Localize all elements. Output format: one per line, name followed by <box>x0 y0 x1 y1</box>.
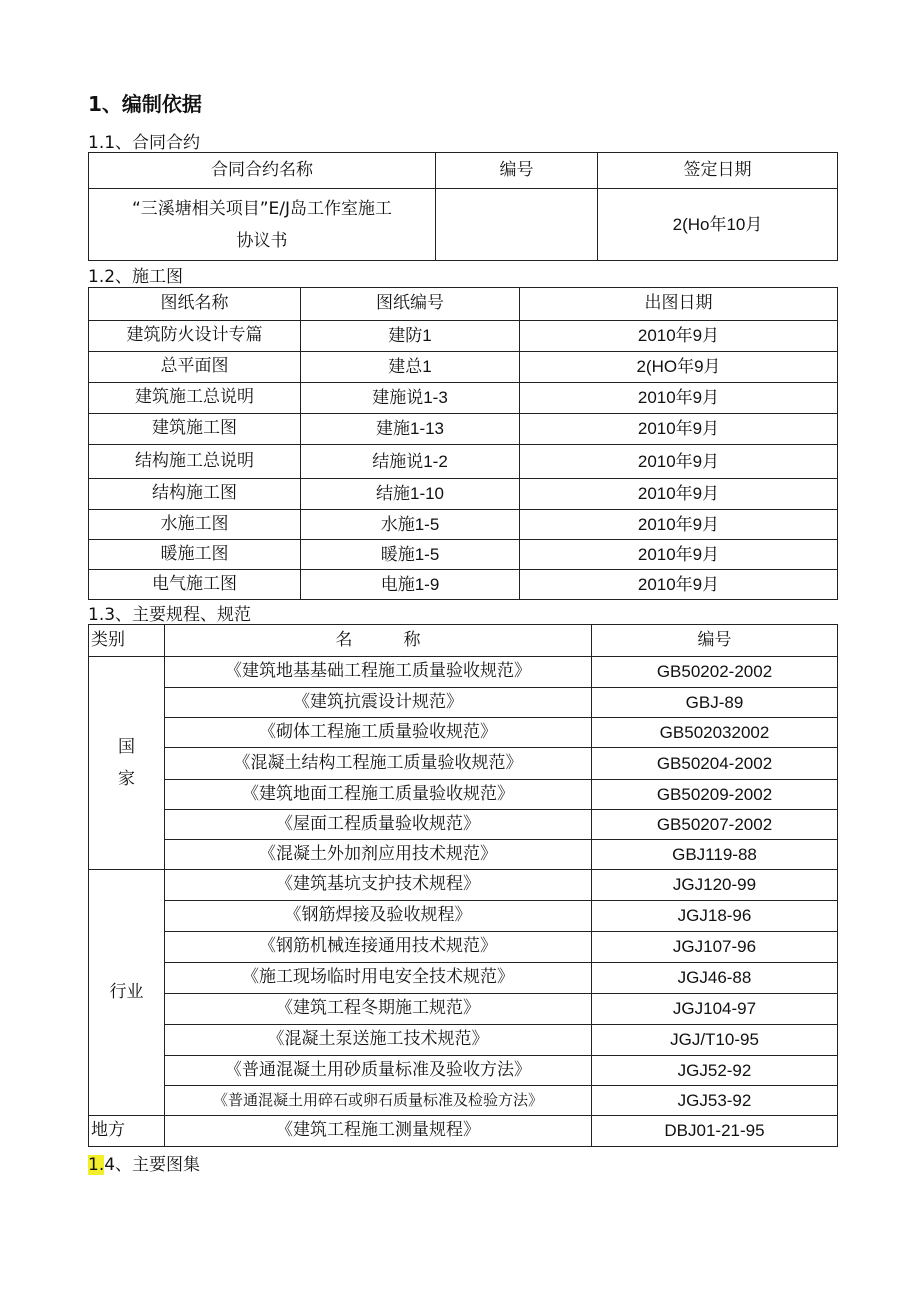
table-row <box>89 688 838 718</box>
table-row <box>89 1116 838 1147</box>
column-header: 编号 <box>592 625 838 657</box>
standard-code: JGJ120-99 <box>592 870 838 901</box>
column-header: 名 称 <box>165 625 592 657</box>
category-industry: 行业 <box>89 870 165 1116</box>
standard-name: 《砌体工程施工质量验收规范》 <box>165 718 592 748</box>
contract-table <box>88 152 838 261</box>
drawing-date: 2010年9月 <box>520 540 838 570</box>
drawings-heading: 1.2、施工图 <box>88 267 184 287</box>
standard-code: GB50207-2002 <box>592 810 838 840</box>
drawing-code: 建施1-13 <box>301 414 520 445</box>
drawing-date: 2010年9月 <box>520 321 838 352</box>
table-row <box>89 657 838 688</box>
drawing-name: 建筑施工总说明 <box>89 383 301 414</box>
table-row <box>89 870 838 901</box>
standard-code: JGJ18-96 <box>592 901 838 932</box>
drawings-table <box>88 287 838 600</box>
standard-code: GB502032002 <box>592 718 838 748</box>
drawing-date: 2010年9月 <box>520 479 838 510</box>
column-header: 图纸名称 <box>89 288 301 321</box>
standard-code: GB50202-2002 <box>592 657 838 688</box>
section-title: 1、编制依据 <box>88 92 202 116</box>
standard-name: 《建筑抗震设计规范》 <box>165 688 592 718</box>
standard-name: 《建筑工程冬期施工规范》 <box>165 994 592 1025</box>
standard-name: 《建筑地基基础工程施工质量验收规范》 <box>165 657 592 688</box>
drawing-code: 建施说1-3 <box>301 383 520 414</box>
drawing-name: 暖施工图 <box>89 540 301 570</box>
drawing-code: 水施1-5 <box>301 510 520 540</box>
table-row <box>89 1086 838 1116</box>
table-row <box>89 810 838 840</box>
drawing-code: 结施1-10 <box>301 479 520 510</box>
table-row <box>89 963 838 994</box>
standard-code: GBJ119-88 <box>592 840 838 870</box>
column-header: 图纸编号 <box>301 288 520 321</box>
drawing-name: 结构施工总说明 <box>89 445 301 479</box>
standard-code: GB50204-2002 <box>592 748 838 780</box>
drawing-date: 2010年9月 <box>520 570 838 600</box>
drawing-code: 暖施1-5 <box>301 540 520 570</box>
standard-name: 《屋面工程质量验收规范》 <box>165 810 592 840</box>
highlight-mark: 1. <box>88 1155 105 1175</box>
standard-code: JGJ104-97 <box>592 994 838 1025</box>
standard-code: JGJ107-96 <box>592 932 838 963</box>
drawing-name: 电气施工图 <box>89 570 301 600</box>
column-header: 签定日期 <box>598 153 838 189</box>
drawing-name: 结构施工图 <box>89 479 301 510</box>
contract-name-cell <box>89 189 436 261</box>
table-row <box>89 189 838 261</box>
standard-code: JGJ/T10-95 <box>592 1025 838 1056</box>
category-label: 国 <box>118 737 135 757</box>
table-row <box>89 840 838 870</box>
standards-heading: 1.3、主要规程、规范 <box>88 605 252 625</box>
table-row <box>89 1056 838 1086</box>
drawing-date: 2010年9月 <box>520 510 838 540</box>
drawing-name: 建筑防火设计专篇 <box>89 321 301 352</box>
table-row <box>89 1025 838 1056</box>
standard-name: 《建筑基坑支护技术规程》 <box>165 870 592 901</box>
standard-name: 《建筑地面工程施工质量验收规范》 <box>165 780 592 810</box>
table-row <box>89 994 838 1025</box>
standard-name: 《混凝土结构工程施工质量验收规范》 <box>165 748 592 780</box>
category-national <box>89 657 165 870</box>
column-header: 合同合约名称 <box>89 153 436 189</box>
drawing-code: 电施1-9 <box>301 570 520 600</box>
standard-code: JGJ52-92 <box>592 1056 838 1086</box>
atlas-heading-text: 4、主要图集 <box>104 1155 201 1175</box>
contract-heading: 1.1、合同合约 <box>88 133 201 153</box>
standard-name: 《建筑工程施工测量规程》 <box>165 1116 592 1147</box>
drawing-date: 2010年9月 <box>520 414 838 445</box>
table-row <box>89 718 838 748</box>
table-row <box>89 570 838 600</box>
table-row <box>89 901 838 932</box>
table-row <box>89 414 838 445</box>
column-header: 类别 <box>89 625 165 657</box>
column-header: 编号 <box>436 153 598 189</box>
standard-name: 《普通混凝土用砂质量标准及验收方法》 <box>165 1056 592 1086</box>
standard-name: 《混凝土泵送施工技术规范》 <box>165 1025 592 1056</box>
table-row <box>89 383 838 414</box>
standard-code: DBJ01-21-95 <box>592 1116 838 1147</box>
contract-name-line: “三溪塘相关项目”E/J岛工作室施工 <box>131 198 393 219</box>
category-label: 家 <box>118 769 135 789</box>
standard-name: 《普通混凝土用碎石或卵石质量标准及检验方法》 <box>165 1086 592 1116</box>
standard-name: 《混凝土外加剂应用技术规范》 <box>165 840 592 870</box>
table-header-row <box>89 625 838 657</box>
contract-number-cell <box>436 189 598 261</box>
standard-code: JGJ46-88 <box>592 963 838 994</box>
standard-name: 《施工现场临时用电安全技术规范》 <box>165 963 592 994</box>
contract-date-cell: 2(Ho年10月 <box>598 189 838 261</box>
table-row <box>89 748 838 780</box>
standard-code: GB50209-2002 <box>592 780 838 810</box>
drawing-code: 结施说1-2 <box>301 445 520 479</box>
drawing-name: 总平面图 <box>89 352 301 383</box>
drawing-code: 建总1 <box>301 352 520 383</box>
standard-code: JGJ53-92 <box>592 1086 838 1116</box>
table-row <box>89 445 838 479</box>
atlas-heading <box>88 1150 200 1175</box>
standard-name: 《钢筋焊接及验收规程》 <box>165 901 592 932</box>
column-header: 出图日期 <box>520 288 838 321</box>
table-row <box>89 540 838 570</box>
contract-name-line: 协议书 <box>236 230 288 251</box>
table-header-row <box>89 288 838 321</box>
drawing-name: 水施工图 <box>89 510 301 540</box>
table-header-row <box>89 153 838 189</box>
category-local: 地方 <box>89 1116 165 1147</box>
table-row <box>89 321 838 352</box>
table-row <box>89 479 838 510</box>
drawing-date: 2010年9月 <box>520 445 838 479</box>
table-row <box>89 510 838 540</box>
standards-table <box>88 624 838 1147</box>
drawing-name: 建筑施工图 <box>89 414 301 445</box>
standard-code: GBJ-89 <box>592 688 838 718</box>
drawing-date: 2(HO年9月 <box>520 352 838 383</box>
drawing-date: 2010年9月 <box>520 383 838 414</box>
table-row <box>89 932 838 963</box>
drawing-code: 建防1 <box>301 321 520 352</box>
table-row <box>89 780 838 810</box>
table-row <box>89 352 838 383</box>
standard-name: 《钢筋机械连接通用技术规范》 <box>165 932 592 963</box>
